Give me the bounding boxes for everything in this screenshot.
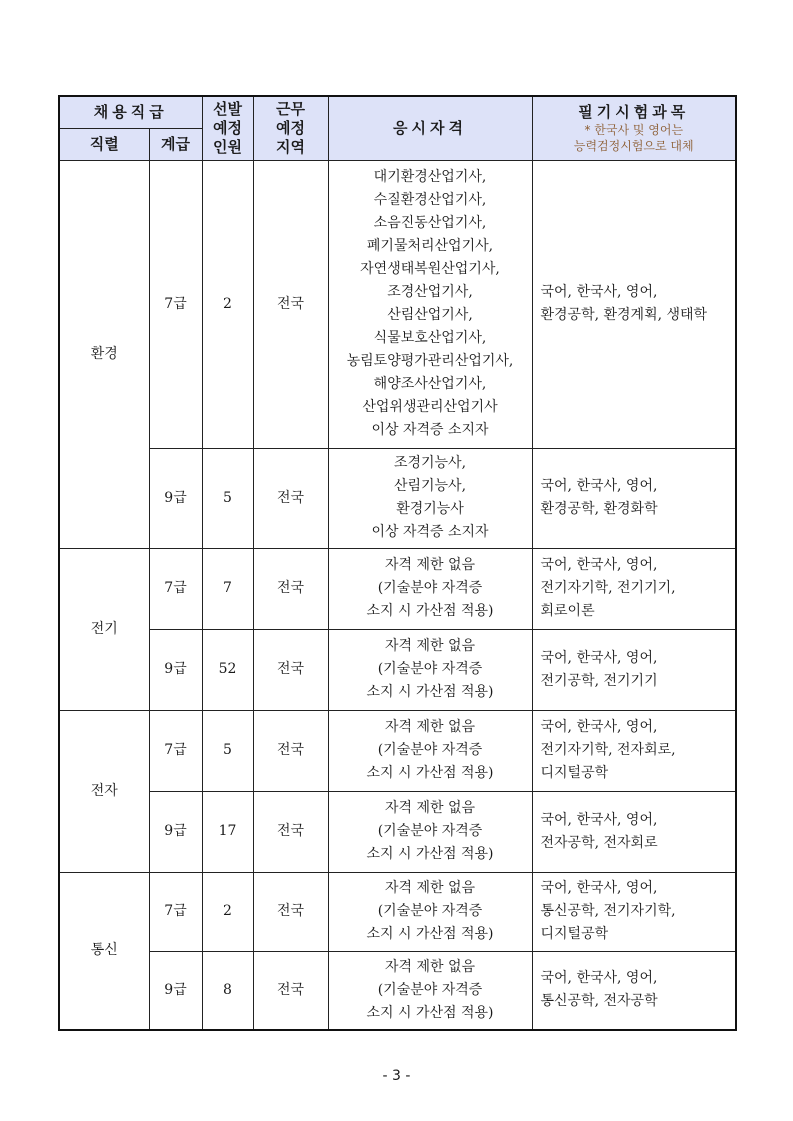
qualification-line: 이상 자격증 소지자: [371, 524, 489, 540]
qualification-line: (기술분야 자격증: [377, 661, 483, 677]
series-cell: 전기: [59, 548, 149, 710]
table-row: [59, 710, 736, 791]
qualification-line: 소지 시 가산점 적용): [366, 846, 494, 862]
table-row: [59, 791, 736, 872]
qualification-cell: [328, 951, 532, 1030]
subjects-header: [532, 96, 736, 160]
headcount-cell: 2: [202, 160, 253, 448]
qualification-line: 산업위생관리산업기사: [362, 399, 498, 415]
grade-header: 계급: [149, 128, 202, 160]
region-header-line: 예정: [276, 118, 305, 137]
qualification-line: 자연생태복원산업기사,: [360, 261, 500, 277]
qualification-cell: [328, 448, 532, 548]
region-cell: 전국: [253, 710, 328, 791]
page-number: - 3 -: [382, 1068, 411, 1084]
headcount-cell: 17: [202, 791, 253, 872]
qualification-line: (기술분야 자격증: [377, 580, 483, 596]
qualification-line: (기술분야 자격증: [377, 742, 483, 758]
qualification-header: 응시자격: [328, 96, 532, 160]
qualification-cell: [328, 872, 532, 951]
grade-cell: 7급: [149, 548, 202, 629]
subjects-cell: [532, 548, 736, 629]
qualification-line: 조경기능사,: [393, 455, 467, 471]
grade-cell: 9급: [149, 448, 202, 548]
grade-cell: 9급: [149, 629, 202, 710]
subjects-cell: [532, 629, 736, 710]
subjects-line: 환경공학, 환경계획, 생태학: [540, 307, 708, 323]
qualification-line: 소지 시 가산점 적용): [366, 603, 494, 619]
qualification-cell: [328, 548, 532, 629]
region-header-line: 근무: [276, 99, 305, 118]
qualification-cell: [328, 791, 532, 872]
qualification-line: 폐기물처리산업기사,: [366, 238, 494, 254]
subjects-note: [533, 122, 736, 154]
subjects-line: 환경공학, 환경화학: [540, 501, 658, 517]
table-row: [59, 629, 736, 710]
headcount-cell: 52: [202, 629, 253, 710]
subjects-cell: [532, 791, 736, 872]
headcount-header: [202, 96, 253, 160]
headcount-cell: 5: [202, 448, 253, 548]
qualification-cell: [328, 629, 532, 710]
region-cell: 전국: [253, 629, 328, 710]
qualification-line: 소지 시 가산점 적용): [366, 1004, 494, 1021]
subjects-cell: [532, 951, 736, 1030]
subjects-cell: [532, 710, 736, 791]
qualification-line: 산림기능사,: [393, 478, 467, 494]
qualification-cell: [328, 710, 532, 791]
grade-cell: 9급: [149, 791, 202, 872]
qualification-line: 해양조사산업기사,: [373, 376, 487, 392]
qualification-line: 환경기능사: [396, 501, 464, 517]
grade-cell: 7급: [149, 160, 202, 448]
subjects-line: 국어, 한국사, 영어,: [540, 649, 658, 666]
qualification-line: 자격 제한 없음: [384, 800, 476, 816]
qualification-line: (기술분야 자격증: [377, 981, 483, 998]
qualification-line: 산림산업기사,: [387, 307, 473, 323]
subjects-cell: [532, 448, 736, 548]
subjects-line: 국어, 한국사, 영어,: [540, 557, 658, 573]
qualification-line: 소지 시 가산점 적용): [366, 926, 494, 942]
grade-cell: 7급: [149, 872, 202, 951]
grade-cell: 7급: [149, 710, 202, 791]
region-header: [253, 96, 328, 160]
qualification-line: 소음진동산업기사,: [373, 215, 487, 231]
region-header-line: 지역: [276, 137, 305, 156]
grade-cell: 9급: [149, 951, 202, 1030]
subjects-line: 디지털공학: [540, 765, 609, 781]
qualification-line: 자격 제한 없음: [384, 880, 476, 896]
subjects-line: 국어, 한국사, 영어,: [540, 970, 658, 987]
series-cell: 전자: [59, 710, 149, 872]
headcount-cell: 8: [202, 951, 253, 1030]
subjects-line: 전기자기학, 전자회로,: [540, 742, 676, 758]
recruitment-table: [58, 95, 737, 1031]
qualification-cell: [328, 160, 532, 448]
subjects-line: 국어, 한국사, 영어,: [540, 284, 658, 300]
table-row: [59, 872, 736, 951]
qualification-line: (기술분야 자격증: [377, 823, 483, 839]
qualification-line: 수질환경산업기사,: [373, 192, 487, 208]
subjects-line: 국어, 한국사, 영어,: [540, 880, 658, 896]
headcount-header-line: 인원: [213, 137, 242, 156]
table-body: [59, 160, 736, 1030]
job-category-header: 채용직급: [59, 96, 202, 128]
region-cell: 전국: [253, 448, 328, 548]
subjects-line: 디지털공학: [540, 926, 609, 942]
subjects-line: 회로이론: [540, 603, 595, 619]
subjects-cell: [532, 160, 736, 448]
subjects-line: 전자공학, 전자회로: [540, 834, 658, 851]
subjects-line: 국어, 한국사, 영어,: [540, 719, 658, 735]
qualification-line: 소지 시 가산점 적용): [366, 684, 494, 700]
table-row: [59, 448, 736, 548]
subjects-line: 국어, 한국사, 영어,: [540, 811, 658, 828]
qualification-line: 조경산업기사,: [387, 284, 473, 300]
qualification-line: 대기환경산업기사,: [373, 169, 487, 185]
subjects-line: 전기자기학, 전기기기,: [540, 580, 676, 596]
qualification-line: 자격 제한 없음: [384, 719, 476, 735]
table-row: [59, 548, 736, 629]
region-cell: 전국: [253, 791, 328, 872]
qualification-line: (기술분야 자격증: [377, 903, 483, 919]
qualification-line: 식물보호산업기사,: [373, 330, 487, 346]
headcount-cell: 5: [202, 710, 253, 791]
region-cell: 전국: [253, 160, 328, 448]
headcount-header-line: 예정: [213, 118, 242, 137]
headcount-cell: 7: [202, 548, 253, 629]
headcount-header-line: 선발: [213, 99, 242, 118]
subjects-cell: [532, 872, 736, 951]
subjects-line: 전기공학, 전기기기: [540, 672, 658, 689]
series-header: 직렬: [59, 128, 149, 160]
region-cell: 전국: [253, 951, 328, 1030]
qualification-line: 농림토양평가관리산업기사,: [346, 353, 514, 369]
qualification-line: 소지 시 가산점 적용): [366, 765, 494, 781]
qualification-line: 이상 자격증 소지자: [371, 422, 489, 438]
qualification-line: 자격 제한 없음: [384, 638, 476, 654]
table-row: [59, 951, 736, 1030]
series-cell: 통신: [59, 872, 149, 1030]
series-cell: 환경: [59, 160, 149, 548]
qualification-line: 자격 제한 없음: [384, 958, 476, 975]
qualification-line: 자격 제한 없음: [384, 557, 476, 573]
region-cell: 전국: [253, 548, 328, 629]
subjects-line: 국어, 한국사, 영어,: [540, 478, 658, 494]
subjects-line: 통신공학, 전기자기학,: [540, 903, 676, 919]
subjects-line: 통신공학, 전자공학: [540, 993, 658, 1010]
subjects-note-line: 능력검정시험으로 대체: [573, 138, 694, 153]
table-row: [59, 160, 736, 448]
subjects-note-line: * 한국사 및 영어는: [584, 122, 684, 137]
subjects-header-title: 필기시험과목: [578, 102, 690, 121]
region-cell: 전국: [253, 872, 328, 951]
headcount-cell: 2: [202, 872, 253, 951]
